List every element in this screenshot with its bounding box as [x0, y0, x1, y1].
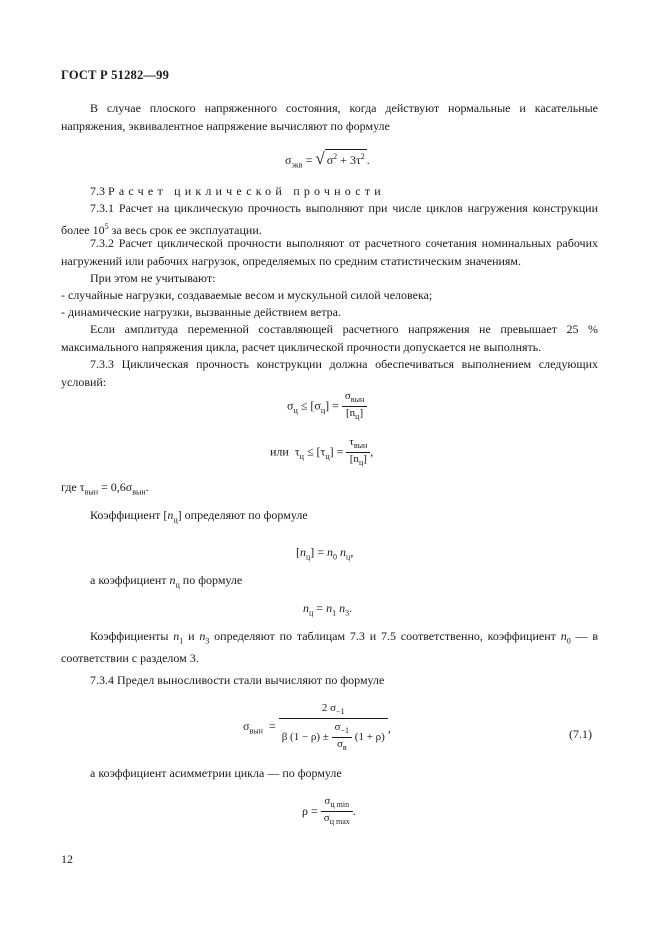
paragraph-7-3-2: 7.3.2 Расчет циклической прочности выполняют от расчетного сочетания номинальных рабочих нагружений или рабочих нагрузок, определяемых по средним статистическим значениям. [61, 236, 598, 268]
inner-fraction: $\frac{\sigma_{-1}}{\sigma_в}$ [332, 721, 352, 754]
list-item: - динамические нагрузки, вызванные действием ветра. [61, 305, 341, 319]
section-heading: 7.3 Расчет циклической прочности [90, 184, 385, 198]
equivalent-stress-formula: $\sigma_{экв}$ = √ $\sigma^2 + 3\tau^2$ . [285, 149, 370, 170]
intro-paragraph: В случае плоского напряженного состояния, когда действуют нормальные и касательные напряжения, эквивалентное напряжение вычисляют по формуле [61, 101, 598, 133]
sqrt-sign: √ [315, 149, 325, 168]
radicand: $\sigma^2 + 3\tau^2$ [325, 149, 367, 167]
coefficient-text-1: Коэффициент $[n_ц]$ определяют по формуле [90, 508, 308, 525]
standard-header: ГОСТ Р 51282—99 [61, 68, 170, 82]
page-number: 12 [61, 852, 73, 866]
coefficient-text-3: Коэффициенты $n_1$ и $n_3$ определяют по таблицам 7.3 и 7.5 соответственно, коэффициент $n_0$ — в соответствии с разделом 3. [61, 629, 599, 665]
coefficient-formula: $n_ц = n_1$ $n_3$. [303, 601, 353, 618]
coefficient-formula-bracket: $[n_ц] = n_0$ $n_ц$, [296, 545, 354, 562]
list-item: - случайные нагрузки, создаваемые весом и мускульной силой человека; [61, 288, 433, 302]
fraction: $\frac{\tau_{вын}}{[n_ц]}$ [346, 436, 370, 469]
asymmetry-text: а коэффициент асимметрии цикла — по формуле [90, 766, 342, 780]
paragraph-7-3-4: 7.3.4 Предел выносливости стали вычисляют по формуле [90, 673, 385, 687]
not-considered-label: При этом не учитывают: [90, 271, 216, 285]
endurance-limit-formula: $\sigma_{вын}$ = 2 $\sigma_{-1}$ β (1 − ρ) ± $\frac{\sigma_{-1}}{\sigma_в}$ (1 + ρ) , [243, 702, 391, 753]
cycle-stress-condition-2: или $\tau_ц \le [\tau_ц]$ = $\frac{\tau_{вын}}{[n_ц]}$ , [270, 436, 374, 468]
cycle-stress-condition-1: $\sigma_ц \le [\sigma_ц]$ = $\frac{\sigma_{вын}}{[n_ц]}$ [287, 390, 367, 423]
fraction: 2 $\sigma_{-1}$ β (1 − ρ) ± $\frac{\sigma_{-1}}{\sigma_в}$ (1 + ρ) [279, 702, 388, 755]
fraction: $\frac{\sigma_{ц min}}{\sigma_{ц max}}$ [321, 795, 353, 828]
equation-number: (7.1) [569, 727, 592, 741]
paragraph-7-3-3: 7.3.3 Циклическая прочность конструкции должна обеспечиваться выполнением следующих условий: [61, 357, 598, 389]
fraction: $\frac{\sigma_{вын}}{[n_ц]}$ [342, 390, 367, 423]
coefficient-text-2: а коэффициент $n_ц$ по формуле [90, 573, 243, 590]
where-clause: где $\tau_{вын} = 0,6\sigma_{вын}$. [61, 480, 149, 497]
asymmetry-formula: ρ = $\frac{\sigma_{ц min}}{\sigma_{ц max}}$ . [302, 795, 356, 827]
paragraph-7-3-1: 7.3.1 Расчет на циклическую прочность выполняют при числе циклов нагружения конструкции более $10^5$ за весь срок ее эксплуатации. [61, 201, 598, 237]
amplitude-paragraph: Если амплитуда переменной составляющей расчетного напряжения не превышает 25 % максимального напряжения цикла, расчет циклической прочности допускается не выполнять. [61, 322, 598, 354]
